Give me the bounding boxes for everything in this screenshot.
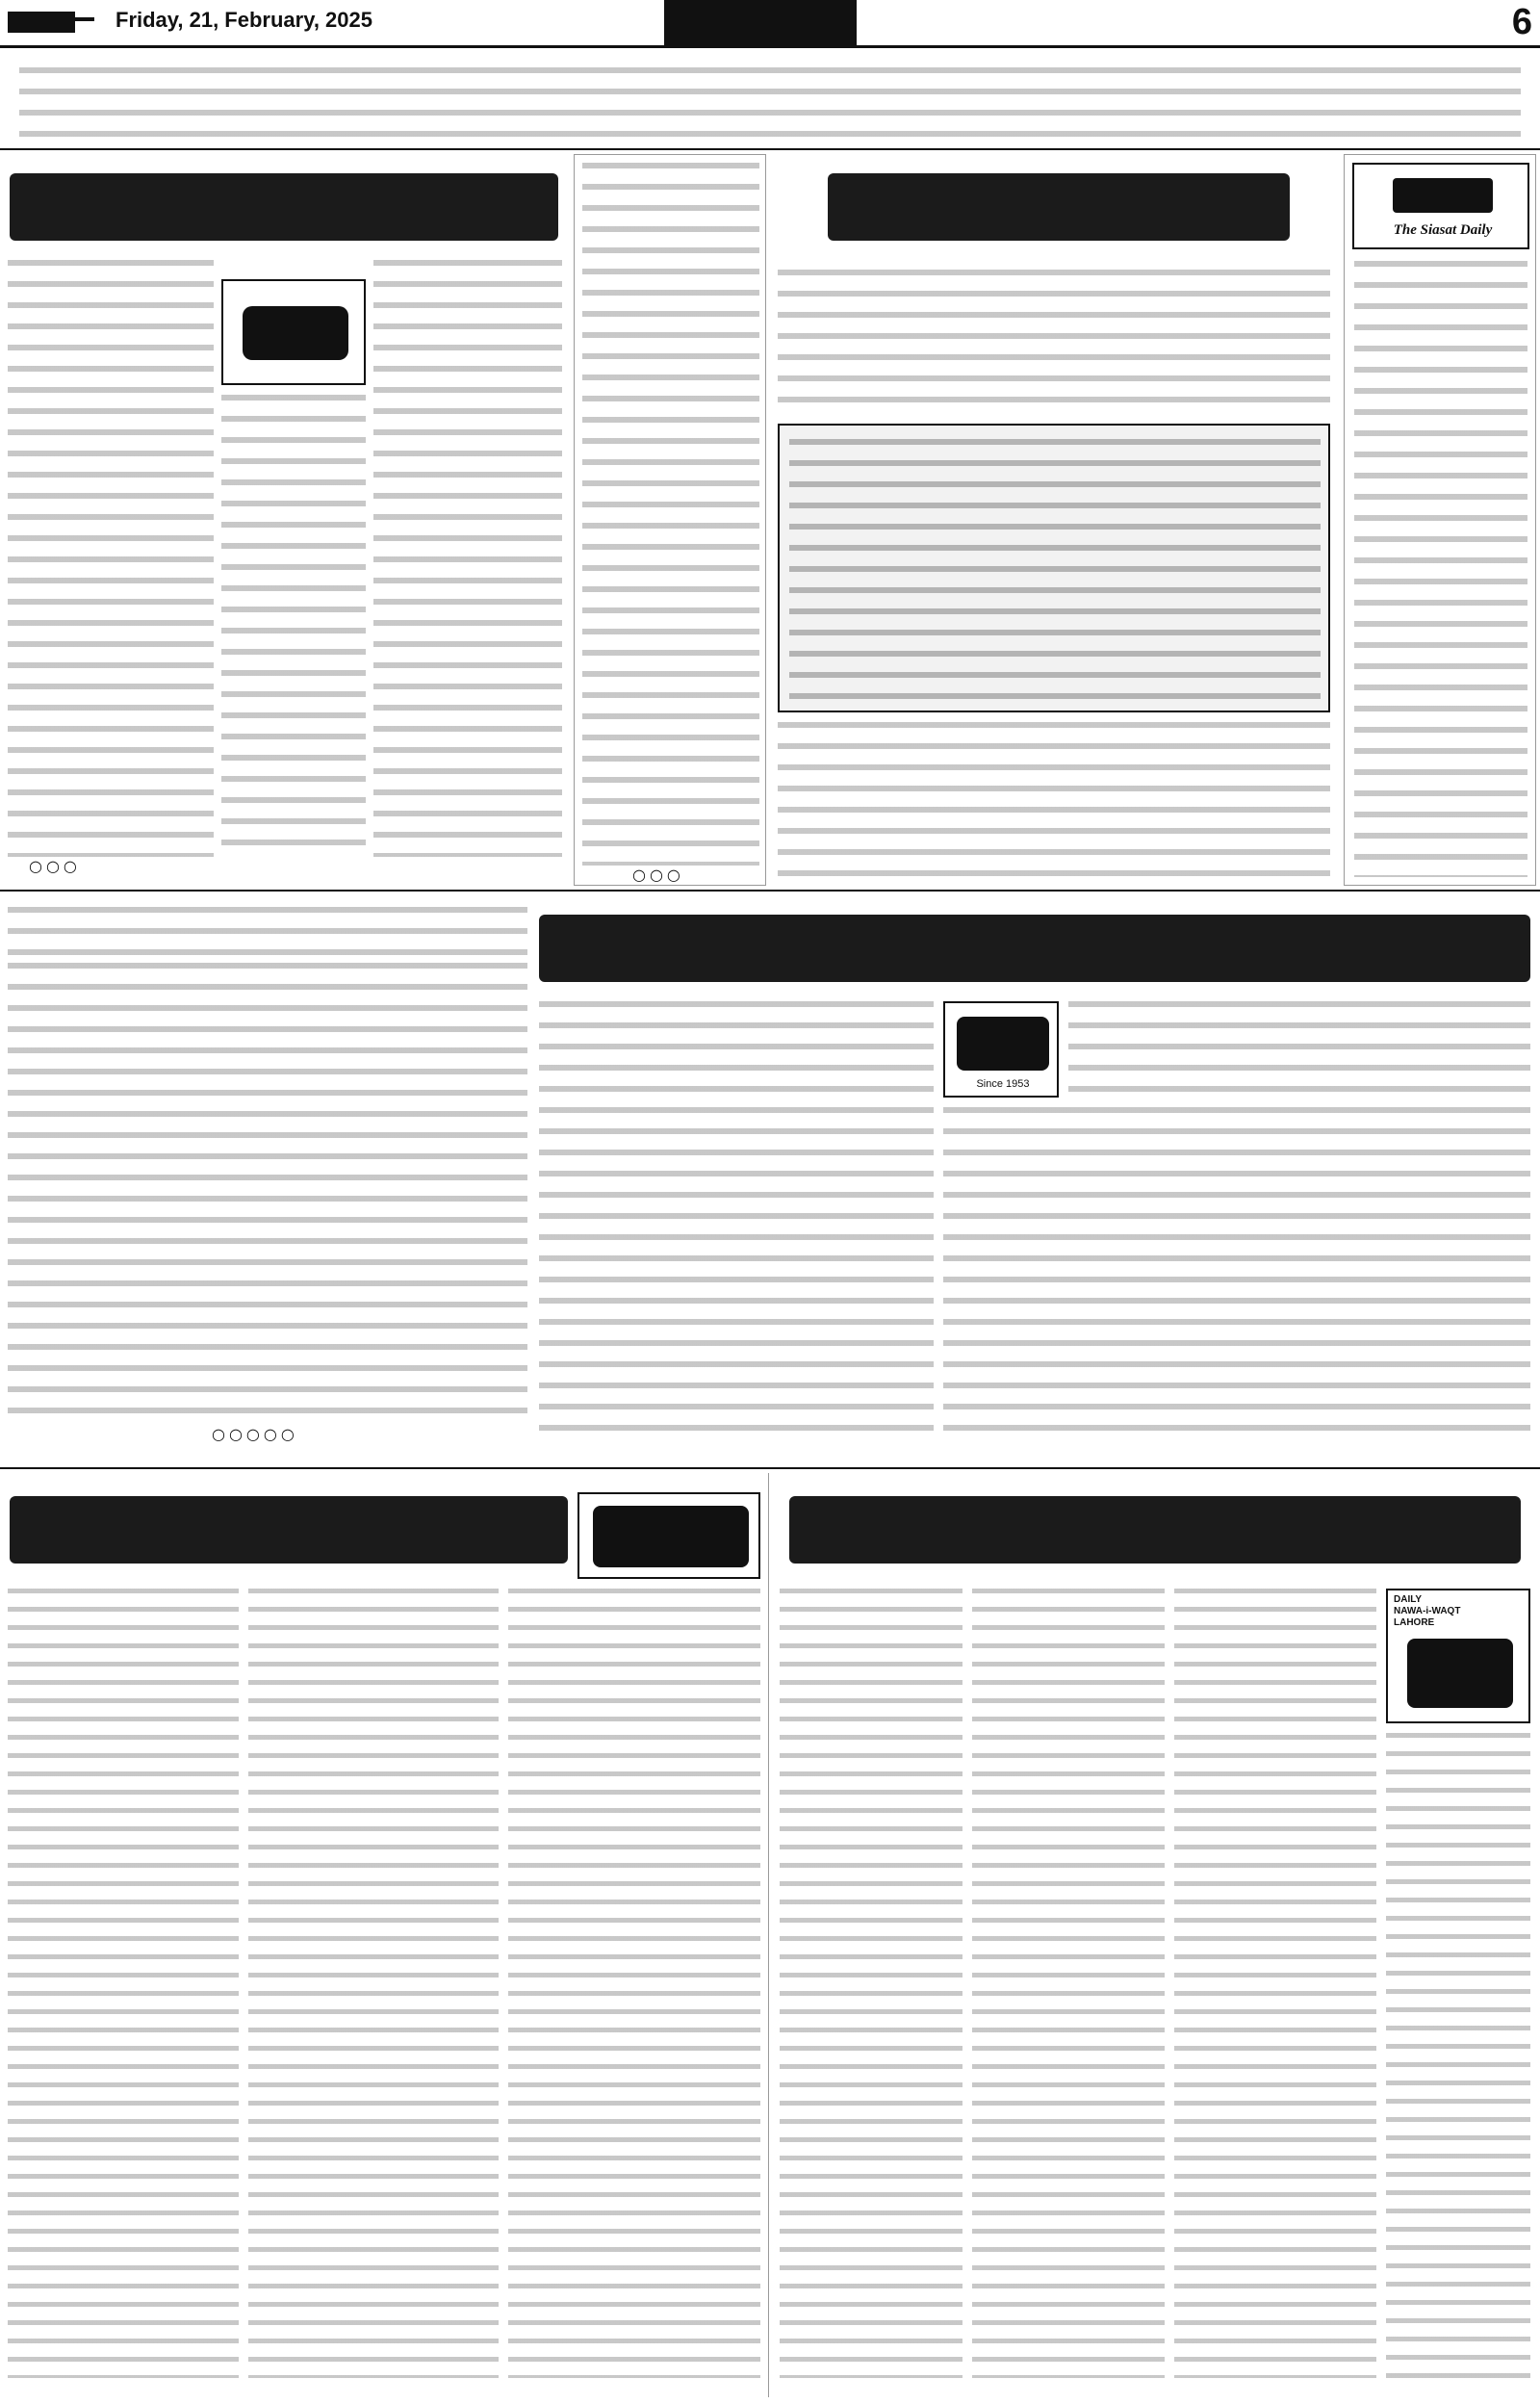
- trump-modi-col3-lines: [539, 1001, 934, 1435]
- nawa-i-waqt-label-1: DAILY: [1394, 1594, 1423, 1605]
- article-anti-terror: [0, 154, 568, 886]
- maha-kumbh-body-lines: [778, 722, 1330, 876]
- federal-punjab-headline: [789, 1496, 1521, 1564]
- nawa-i-waqt-logo: [1386, 1589, 1530, 1723]
- article-imran-khan-letters: [0, 1473, 766, 2397]
- nawa-i-waqt-label-2: NAWA-i-WAQT: [1394, 1606, 1461, 1616]
- anti-terror-col1-lines: [8, 260, 214, 857]
- nawa-i-waqt-label: [1394, 1594, 1460, 1629]
- page-header: [0, 0, 1540, 48]
- federal-punjab-col1-lines: [1386, 1733, 1530, 2378]
- article-end-dots: ○○○○○: [212, 1425, 298, 1443]
- jasarat-logo: [578, 1492, 760, 1579]
- article-middle-column: [574, 154, 766, 886]
- section-title: [664, 0, 857, 46]
- maha-kumbh-quote-lines: [789, 439, 1321, 699]
- imran-khan-headline: [10, 1496, 568, 1564]
- nawa-i-waqt-logo-mark: [1407, 1639, 1513, 1708]
- page-number: 6: [1511, 2, 1532, 42]
- header-date-english: Friday, 21, February, 2025: [116, 8, 372, 32]
- intro-notice: [0, 54, 1540, 150]
- nawa-i-waqt-label-3: LAHORE: [1394, 1617, 1435, 1628]
- trump-modi-headline: [539, 915, 1530, 982]
- article-siasat: [1344, 154, 1536, 886]
- masthead-logo: [8, 4, 94, 42]
- middle-column-lines: [582, 163, 759, 866]
- jasarat-logo-mark: [593, 1506, 749, 1567]
- anti-terror-col2-lines: [221, 395, 366, 857]
- siasat-logo: [1352, 163, 1529, 249]
- band-divider: [0, 1467, 1540, 1469]
- maha-kumbh-headline: [828, 173, 1290, 241]
- article-end-dots: ○○○: [29, 857, 81, 875]
- intro-text-lines: [19, 67, 1521, 137]
- dawat-logo-mark: [957, 1017, 1049, 1071]
- left-column-lines: [8, 963, 527, 1425]
- maha-kumbh-intro-lines: [778, 270, 1330, 414]
- article-end-dots: ○○○: [632, 866, 684, 884]
- jang-logo-mark: [243, 306, 348, 360]
- maha-kumbh-quote-box: [778, 424, 1330, 712]
- article-maha-kumbh: [770, 154, 1338, 886]
- article-federal-punjab: [770, 1473, 1540, 2397]
- siasat-logo-en: The Siasat Daily: [1393, 222, 1493, 238]
- trump-modi-col1-top-lines: [1068, 1001, 1530, 1098]
- imran-khan-col1-lines: [508, 1589, 760, 2378]
- imran-khan-col2-lines: [248, 1589, 499, 2378]
- article-trump-modi: [0, 895, 1540, 1463]
- federal-punjab-col4-lines: [780, 1589, 962, 2378]
- siasat-logo-urdu-mark: [1393, 178, 1493, 213]
- left-column-top-lines: [8, 907, 527, 955]
- anti-terror-col3-lines: [373, 260, 562, 857]
- trump-modi-col2-lines: [943, 1107, 1530, 1435]
- federal-punjab-col3-lines: [972, 1589, 1165, 2378]
- jang-logo: [221, 279, 366, 385]
- dawat-logo: [943, 1001, 1059, 1098]
- federal-punjab-col2-lines: [1174, 1589, 1376, 2378]
- anti-terror-headline: [10, 173, 558, 241]
- dawat-since: Since 1953: [976, 1078, 1030, 1090]
- band-divider: [0, 890, 1540, 892]
- siasat-body-lines: [1354, 261, 1527, 877]
- column-divider: [768, 1473, 769, 2397]
- imran-khan-col3-lines: [8, 1589, 239, 2378]
